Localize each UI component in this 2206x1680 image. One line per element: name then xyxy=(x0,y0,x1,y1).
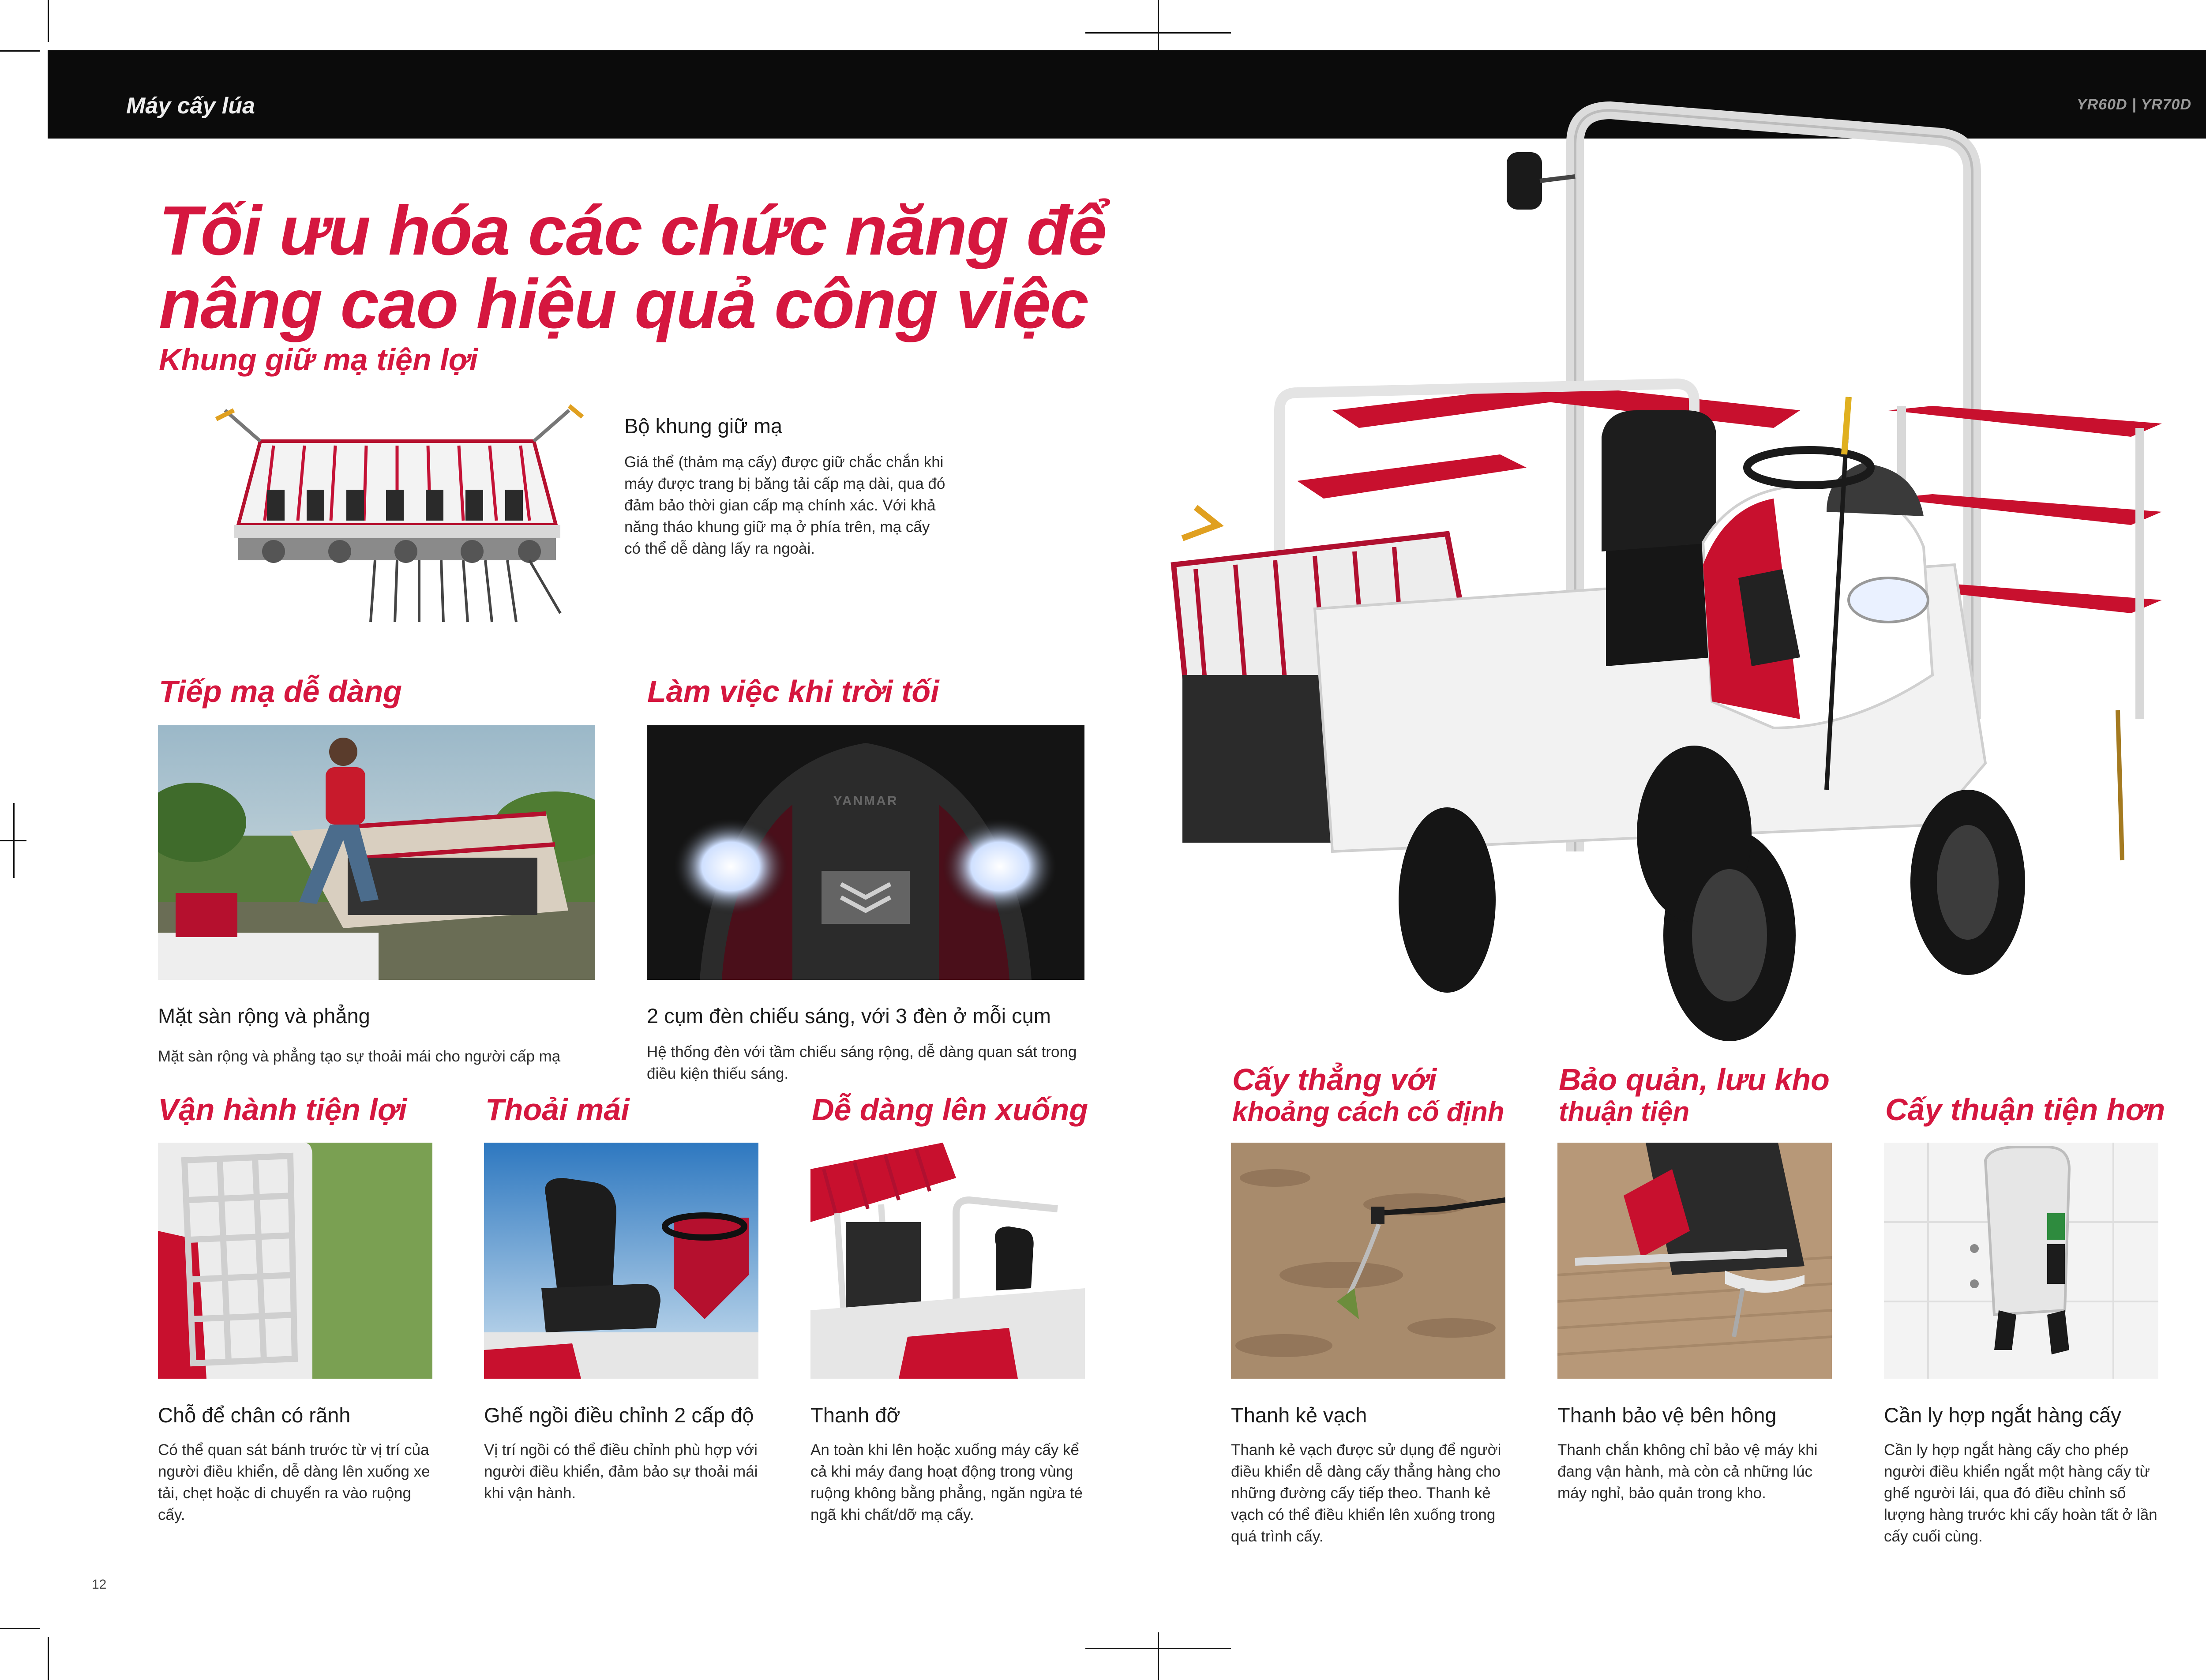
access-body: An toàn khi lên hoặc xuống máy cấy kể cả khi máy đang hoạt động trong vùng ruộng không bằng phẳng, ngăn ngừa té ngã khi chất/dỡ mạ cấy. xyxy=(810,1441,1083,1523)
crop-mark xyxy=(0,50,40,52)
straight-title-line-1: Cấy thẳng với xyxy=(1232,1062,1437,1097)
feeding-subtitle: Mặt sàn rộng và phẳng xyxy=(158,1004,370,1028)
headline-line-2: nâng cao hiệu quả công việc xyxy=(159,265,1088,343)
operation-body: Có thể quan sát bánh trước từ vị trí của người điều khiển, dễ dàng lên xuống xe tải, chẹt hoặc di chuyển ra vào ruộng cấy. xyxy=(158,1441,430,1523)
category-label: Máy cấy lúa xyxy=(126,93,255,119)
straight-title xyxy=(1232,1063,1504,1129)
clutch-body: Cần ly hợp ngắt hàng cấy cho phép người điều khiển ngắt một hàng cấy từ ghế người lái, qua đó điều chỉnh số lượng hàng trước khi cấy hoàn tất ở lần cấy cuối cùng. xyxy=(1884,1441,2157,1545)
page-headline xyxy=(159,194,1129,341)
feeding-photo xyxy=(158,725,595,980)
crop-mark xyxy=(48,1637,49,1680)
frame-subtitle: Bộ khung giữ mạ xyxy=(624,414,783,438)
storage-subtitle: Thanh bảo vệ bên hông xyxy=(1557,1403,1777,1427)
night-brand-text: YANMAR xyxy=(833,794,898,808)
access-photo xyxy=(810,1143,1085,1379)
model-label: YR60D | YR70D xyxy=(2077,96,2191,113)
storage-title-line-1: Bảo quản, lưu kho xyxy=(1559,1062,1830,1097)
crop-mark xyxy=(13,803,15,878)
storage-title xyxy=(1559,1063,1830,1129)
access-title: Dễ dàng lên xuống xyxy=(812,1092,1088,1127)
frame-photo xyxy=(207,393,587,640)
straight-body: Thanh kẻ vạch được sử dụng để người điều khiển dễ dàng cấy thẳng hàng cho những đường cấy tiếp theo. Thanh kẻ vạch có thể điều khiển lên xuống trong quá trình cấy. xyxy=(1231,1441,1501,1545)
crop-mark xyxy=(1158,1632,1159,1680)
night-title: Làm việc khi trời tối xyxy=(647,674,939,709)
storage-body: Thanh chắn không chỉ bảo vệ máy khi đang vận hành, mà còn cả những lúc máy nghỉ, bảo quản trong kho. xyxy=(1557,1441,1818,1502)
feeding-body: Mặt sàn rộng và phẳng tạo sự thoải mái cho người cấp mạ xyxy=(158,1048,561,1065)
frame-title: Khung giữ mạ tiện lợi xyxy=(159,342,478,377)
straight-subtitle: Thanh kẻ vạch xyxy=(1231,1403,1367,1427)
headline-line-1: Tối ưu hóa các chức năng để xyxy=(159,192,1106,270)
crop-mark xyxy=(48,0,49,42)
comfort-subtitle: Ghế ngồi điều chỉnh 2 cấp độ xyxy=(484,1403,754,1427)
crop-mark xyxy=(0,1628,40,1629)
night-body: Hệ thống đèn với tầm chiếu sáng rộng, dễ dàng quan sát trong điều kiện thiếu sáng. xyxy=(647,1043,1077,1082)
crop-mark xyxy=(1158,0,1159,51)
page-number-left: 12 xyxy=(92,1577,107,1592)
comfort-body: Vị trí ngồi có thể điều chỉnh phù hợp với người điều khiển, đảm bảo sự thoải mái khi vận hành. xyxy=(484,1441,758,1502)
access-subtitle: Thanh đỡ xyxy=(810,1403,900,1427)
comfort-title: Thoải mái xyxy=(485,1092,630,1127)
straight-photo xyxy=(1231,1143,1505,1379)
night-subtitle: 2 cụm đèn chiếu sáng, với 3 đèn ở mỗi cụm xyxy=(647,1004,1051,1028)
feeding-title: Tiếp mạ dễ dàng xyxy=(159,674,402,709)
clutch-title: Cấy thuận tiện hơn xyxy=(1885,1092,2165,1127)
comfort-photo xyxy=(484,1143,758,1379)
operation-title: Vận hành tiện lợi xyxy=(158,1092,407,1127)
frame-body: Giá thể (thảm mạ cấy) được giữ chắc chắn khi máy được trang bị băng tải cấp mạ dài, qua đó đảm bảo thời gian cấp mạ chính xác. Với khả năng tháo khung giữ mạ ở phía trên, mạ cấy có thể dễ dàng lấy ra ngoài. xyxy=(624,454,945,557)
clutch-subtitle: Cần ly hợp ngắt hàng cấy xyxy=(1884,1403,2121,1427)
operation-photo xyxy=(158,1143,432,1379)
straight-title-line-2: khoảng cách cố định xyxy=(1232,1097,1504,1127)
storage-photo xyxy=(1557,1143,1832,1379)
clutch-photo xyxy=(1884,1143,2158,1379)
rice-transplanter-photo xyxy=(1050,101,2206,1090)
operation-subtitle: Chỗ để chân có rãnh xyxy=(158,1403,351,1427)
storage-title-line-2: thuận tiện xyxy=(1559,1097,1690,1127)
night-photo xyxy=(647,725,1084,980)
